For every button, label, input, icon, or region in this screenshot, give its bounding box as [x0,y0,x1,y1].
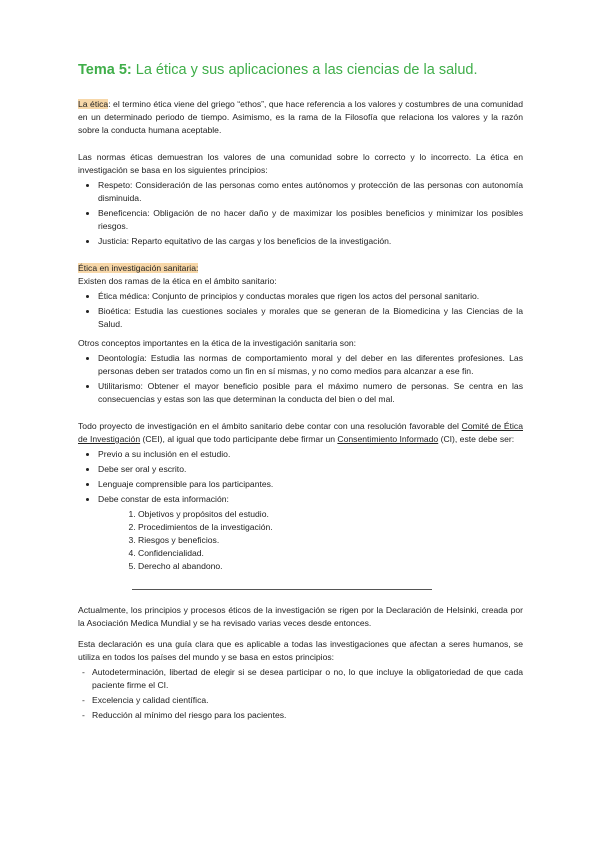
list-item: 1. Objetivos y propósitos del estudio. [138,508,523,521]
list-item: 2. Procedimientos de la investigación. [138,521,523,534]
title-text: La ética y sus aplicaciones a las ciencias de la salud. [131,62,478,78]
branches-list [78,290,523,331]
document-page [78,62,523,724]
principles-list [78,179,523,248]
list-item: • Utilitarismo: Obtener el mayor beneficio posible para el máximo numero de personas. Se centra en las consecuencias y estas son las que determinan la conducta del bien o del mal. [98,380,523,406]
list-item: 4. Confidencialidad. [138,547,523,560]
research-section [78,262,523,406]
project-section [78,420,523,573]
list-item: • Lenguaje comprensible para los participantes. [98,478,523,491]
helsinki-text2: Esta declaración es una guía clara que es aplicable a todas las investigaciones que afectan a seres humanos, se utiliza en todos los países del mundo y se basa en estos principios: [78,639,523,662]
list-item: 3. Riesgos y beneficios. [138,534,523,547]
list-item: - Autodeterminación, libertad de elegir si se desea participar o no, lo que incluye la obligatoriedad de que cada paciente firme el CI. [92,666,523,692]
list-item: - Reducción al mínimo del riesgo para los pacientes. [92,709,523,722]
list-item: 5. Derecho al abandono. [138,560,523,573]
list-item: • Ética médica: Conjunto de principios y conductas morales que rigen los actos del personal sanitario. [98,290,523,303]
research-text: Existen dos ramas de la ética en el ámbito sanitario: [78,276,277,286]
project-t2: (CEI), al igual que todo participante debe firmar un [140,434,338,444]
list-item: • Bioética: Estudia las cuestiones sociales y morales que se generan de la Biomedicina y las Ciencias de la Salud. [98,305,523,331]
cei-link: Comité de Ética de Investigación [78,421,523,444]
list-item: • Respeto: Consideración de las personas como entes autónomos y protección de las personas con autonomía disminuida. [98,179,523,205]
ci-requirements-list [78,448,523,573]
page-title [78,62,523,78]
project-t1: Todo proyecto de investigación en el ámbito sanitario debe contar con una resolución favorable del [78,421,462,431]
helsinki-list [78,666,523,722]
intro-text: : el termino ética viene del griego “ethos”, que hace referencia a los valores y costumbres de una comunidad en un determinado periodo de tiempo. Asimismo, es la rama de la Filosofía que relaciona los valores y la razón sobre la conducta humana aceptable. [78,99,523,135]
list-item: • Previo a su inclusión en el estudio. [98,448,523,461]
list-item [98,493,523,573]
info-list [98,508,523,573]
list-item: • Justicia: Reparto equitativo de las cargas y los beneficios de la investigación. [98,235,523,248]
list-item: • Debe ser oral y escrito. [98,463,523,476]
intro-term: La ética [78,99,109,109]
helsinki-section [78,604,523,722]
ci-link: Consentimiento Informado [337,434,439,444]
other-text: Otros conceptos importantes en la ética de la investigación sanitaria son: [78,338,357,348]
list-item: • Deontología: Estudia las normas de comportamiento moral y del deber en las diferentes profesiones. Las personas deben ser tratados como un fin en sí mismas, y no como medios para alcanzar a ese fin. [98,352,523,378]
list-item: • Beneficencia: Obligación de no hacer daño y de maximizar los posibles beneficios y minimizar los posibles riesgos. [98,207,523,233]
project-text [78,420,523,446]
list-item-text: Debe constar de esta información: [98,494,229,504]
intro-paragraph [78,98,523,137]
divider [132,589,432,590]
list-item: - Excelencia y calidad científica. [92,694,523,707]
norms-text: Las normas éticas demuestran los valores de una comunidad sobre lo correcto y lo incorrecto. La ética en investigación se basa en los siguientes principios: [78,152,523,175]
research-heading: Ética en investigación sanitaria: [78,263,199,273]
norms-section [78,151,523,248]
helsinki-text: Actualmente, los principios y procesos éticos de la investigación se rigen por la Declaración de Helsinki, creada por la Asociación Medica Mundial y se ha revisado varias veces desde entonces. [78,605,523,628]
concepts-list [78,352,523,406]
title-prefix: Tema 5: [78,62,132,78]
project-t3: (CI), este debe ser: [438,434,515,444]
